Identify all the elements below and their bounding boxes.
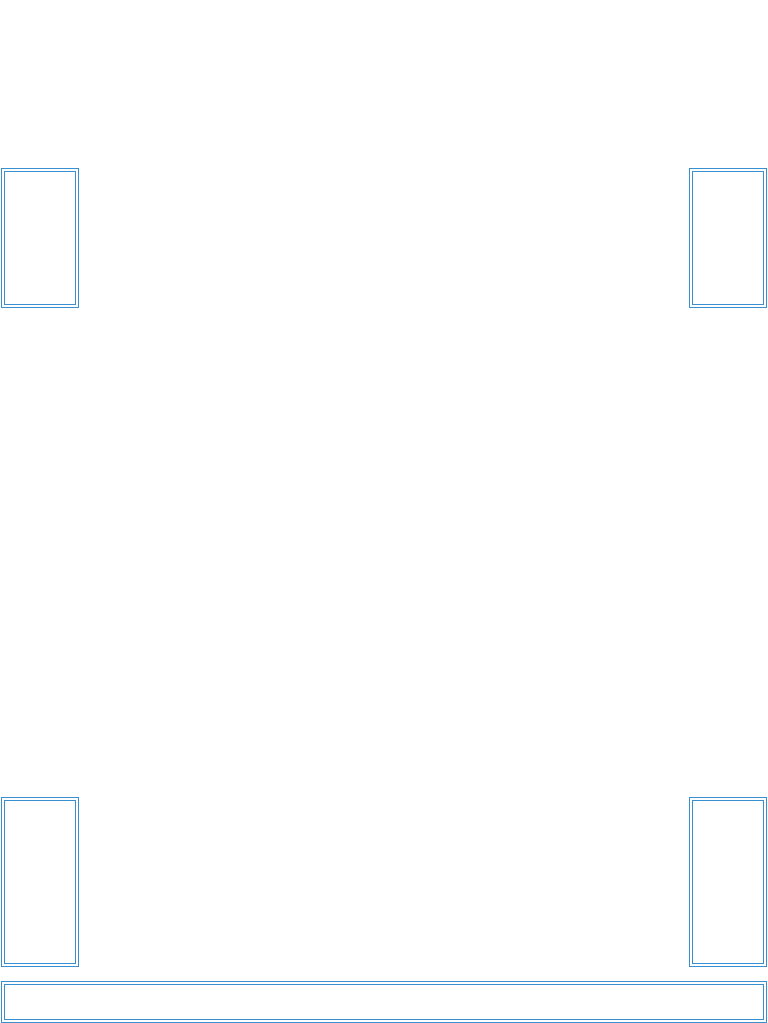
composite-declination-box-top xyxy=(689,168,767,308)
footer-box xyxy=(1,981,767,1023)
composite-longitude-box-bottom xyxy=(1,797,79,967)
composite-declination-box-bottom xyxy=(689,797,767,967)
composite-longitude-box-top xyxy=(1,168,79,308)
